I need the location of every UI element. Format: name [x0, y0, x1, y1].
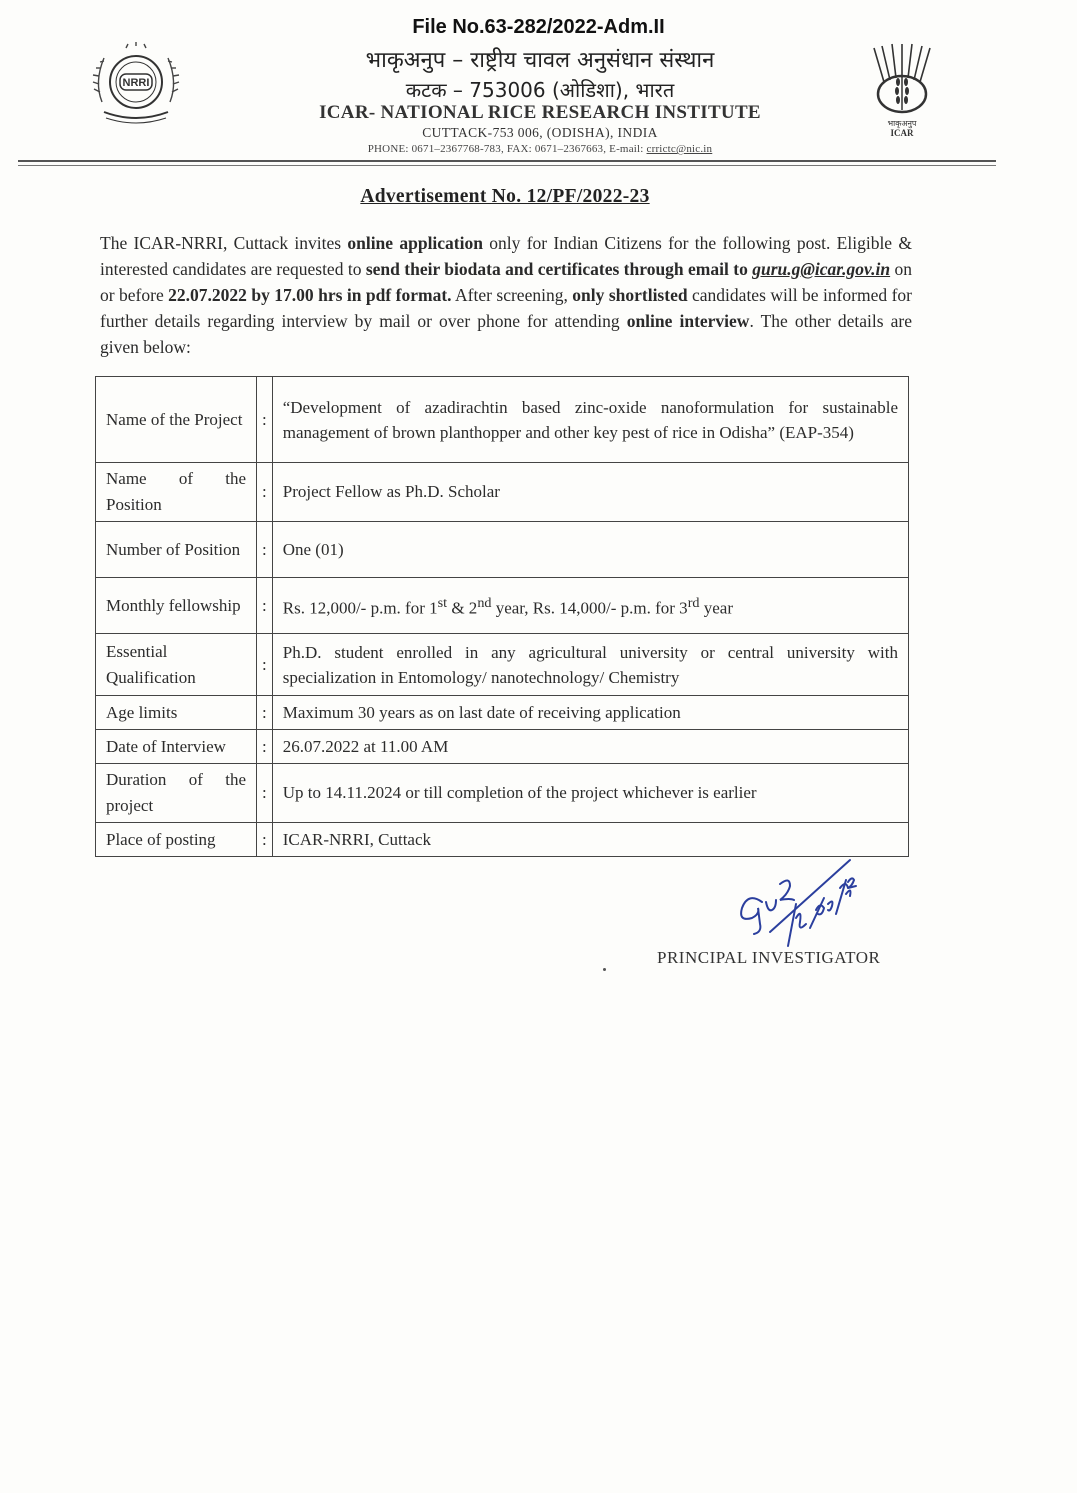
- header-rule-thick: [18, 160, 996, 162]
- duration-value: Up to 14.11.2024 or till completion of the project whichever is earlier: [272, 764, 908, 823]
- table-row: [96, 522, 909, 578]
- header-email-link[interactable]: crrictc@nic.in: [646, 143, 713, 155]
- separator: :: [257, 764, 273, 823]
- svg-text:NRRI: NRRI: [122, 77, 150, 89]
- project-label: Name of the Project: [96, 377, 257, 463]
- header-address: CUTTACK-753 006, (ODISHA), INDIA: [422, 125, 658, 140]
- separator: :: [257, 823, 273, 857]
- qualification-label: Essential Qualification: [96, 634, 257, 696]
- file-number: File No.63-282/2022-Adm.II: [412, 16, 665, 38]
- details-table: [95, 376, 909, 857]
- header-contact: PHONE: 0671–2367768-783, FAX: 0671–2367663, E-mail: crrictc@nic.in: [367, 143, 713, 155]
- interview-value: 26.07.2022 at 11.00 AM: [272, 730, 908, 764]
- age-label: Age limits: [96, 696, 257, 730]
- posting-value: ICAR-NRRI, Cuttack: [272, 823, 908, 857]
- separator: :: [257, 696, 273, 730]
- separator: :: [257, 578, 273, 634]
- separator: :: [257, 634, 273, 696]
- scan-speck: [603, 968, 606, 971]
- header-rule-thin: [18, 165, 996, 166]
- fellowship-label: Monthly fellowship: [96, 578, 257, 634]
- interview-label: Date of Interview: [96, 730, 257, 764]
- table-row: [96, 578, 909, 634]
- svg-text:ICAR: ICAR: [890, 128, 914, 138]
- principal-investigator-designation: PRINCIPAL INVESTIGATOR: [657, 948, 881, 967]
- header-hindi-address: कटक – 753006 (ओडिशा), भारत: [405, 78, 675, 102]
- position-value: Project Fellow as Ph.D. Scholar: [272, 463, 908, 522]
- table-row: [96, 764, 909, 823]
- header-institute-name: ICAR- NATIONAL RICE RESEARCH INSTITUTE: [319, 102, 761, 123]
- svg-text:भाकृअनुप: भाकृअनुप: [887, 119, 917, 128]
- table-row: [96, 730, 909, 764]
- duration-label: Duration of the project: [96, 764, 257, 823]
- project-value: “Development of azadirachtin based zinc-oxide nanoformulation for sustainable management of brown planthopper and other key pest of rice in Odisha” (EAP-354): [272, 377, 908, 463]
- table-row: [96, 823, 909, 857]
- header-hindi-name: भाकृअनुप – राष्ट्रीय चावल अनुसंधान संस्थान: [365, 48, 715, 73]
- separator: :: [257, 463, 273, 522]
- separator: :: [257, 522, 273, 578]
- table-row: [96, 463, 909, 522]
- age-value: Maximum 30 years as on last date of receiving application: [272, 696, 908, 730]
- advertisement-title: Advertisement No. 12/PF/2022-23: [360, 186, 650, 207]
- intro-paragraph: The ICAR-NRRI, Cuttack invites online application only for Indian Citizens for the following post. Eligible & interested candidates are requested to send their biodata and certificates through email to guru.g@icar.gov.in on or before 22.07.2022 by 17.00 hrs in pdf format. After screening, only shortlisted candidates will be informed for further details regarding interview by mail or over phone for attending online interview. The other details are given below:: [100, 233, 913, 357]
- application-email-link[interactable]: guru.g@icar.gov.in: [752, 259, 891, 279]
- icar-logo: [862, 42, 942, 142]
- handwritten-signature: [700, 858, 870, 950]
- separator: :: [257, 377, 273, 463]
- qualification-value: Ph.D. student enrolled in any agricultural university or central university with specialization in Entomology/ nanotechnology/ Chemistry: [272, 634, 908, 696]
- separator: :: [257, 730, 273, 764]
- number-value: One (01): [272, 522, 908, 578]
- number-label: Number of Position: [96, 522, 257, 578]
- table-row: [96, 377, 909, 463]
- position-label: Name of the Position: [96, 463, 257, 522]
- fellowship-value: Rs. 12,000/- p.m. for 1st & 2nd year, Rs. 14,000/- p.m. for 3rd year: [272, 578, 908, 634]
- nrri-logo: [86, 42, 186, 132]
- posting-label: Place of posting: [96, 823, 257, 857]
- table-row: [96, 696, 909, 730]
- table-row: [96, 634, 909, 696]
